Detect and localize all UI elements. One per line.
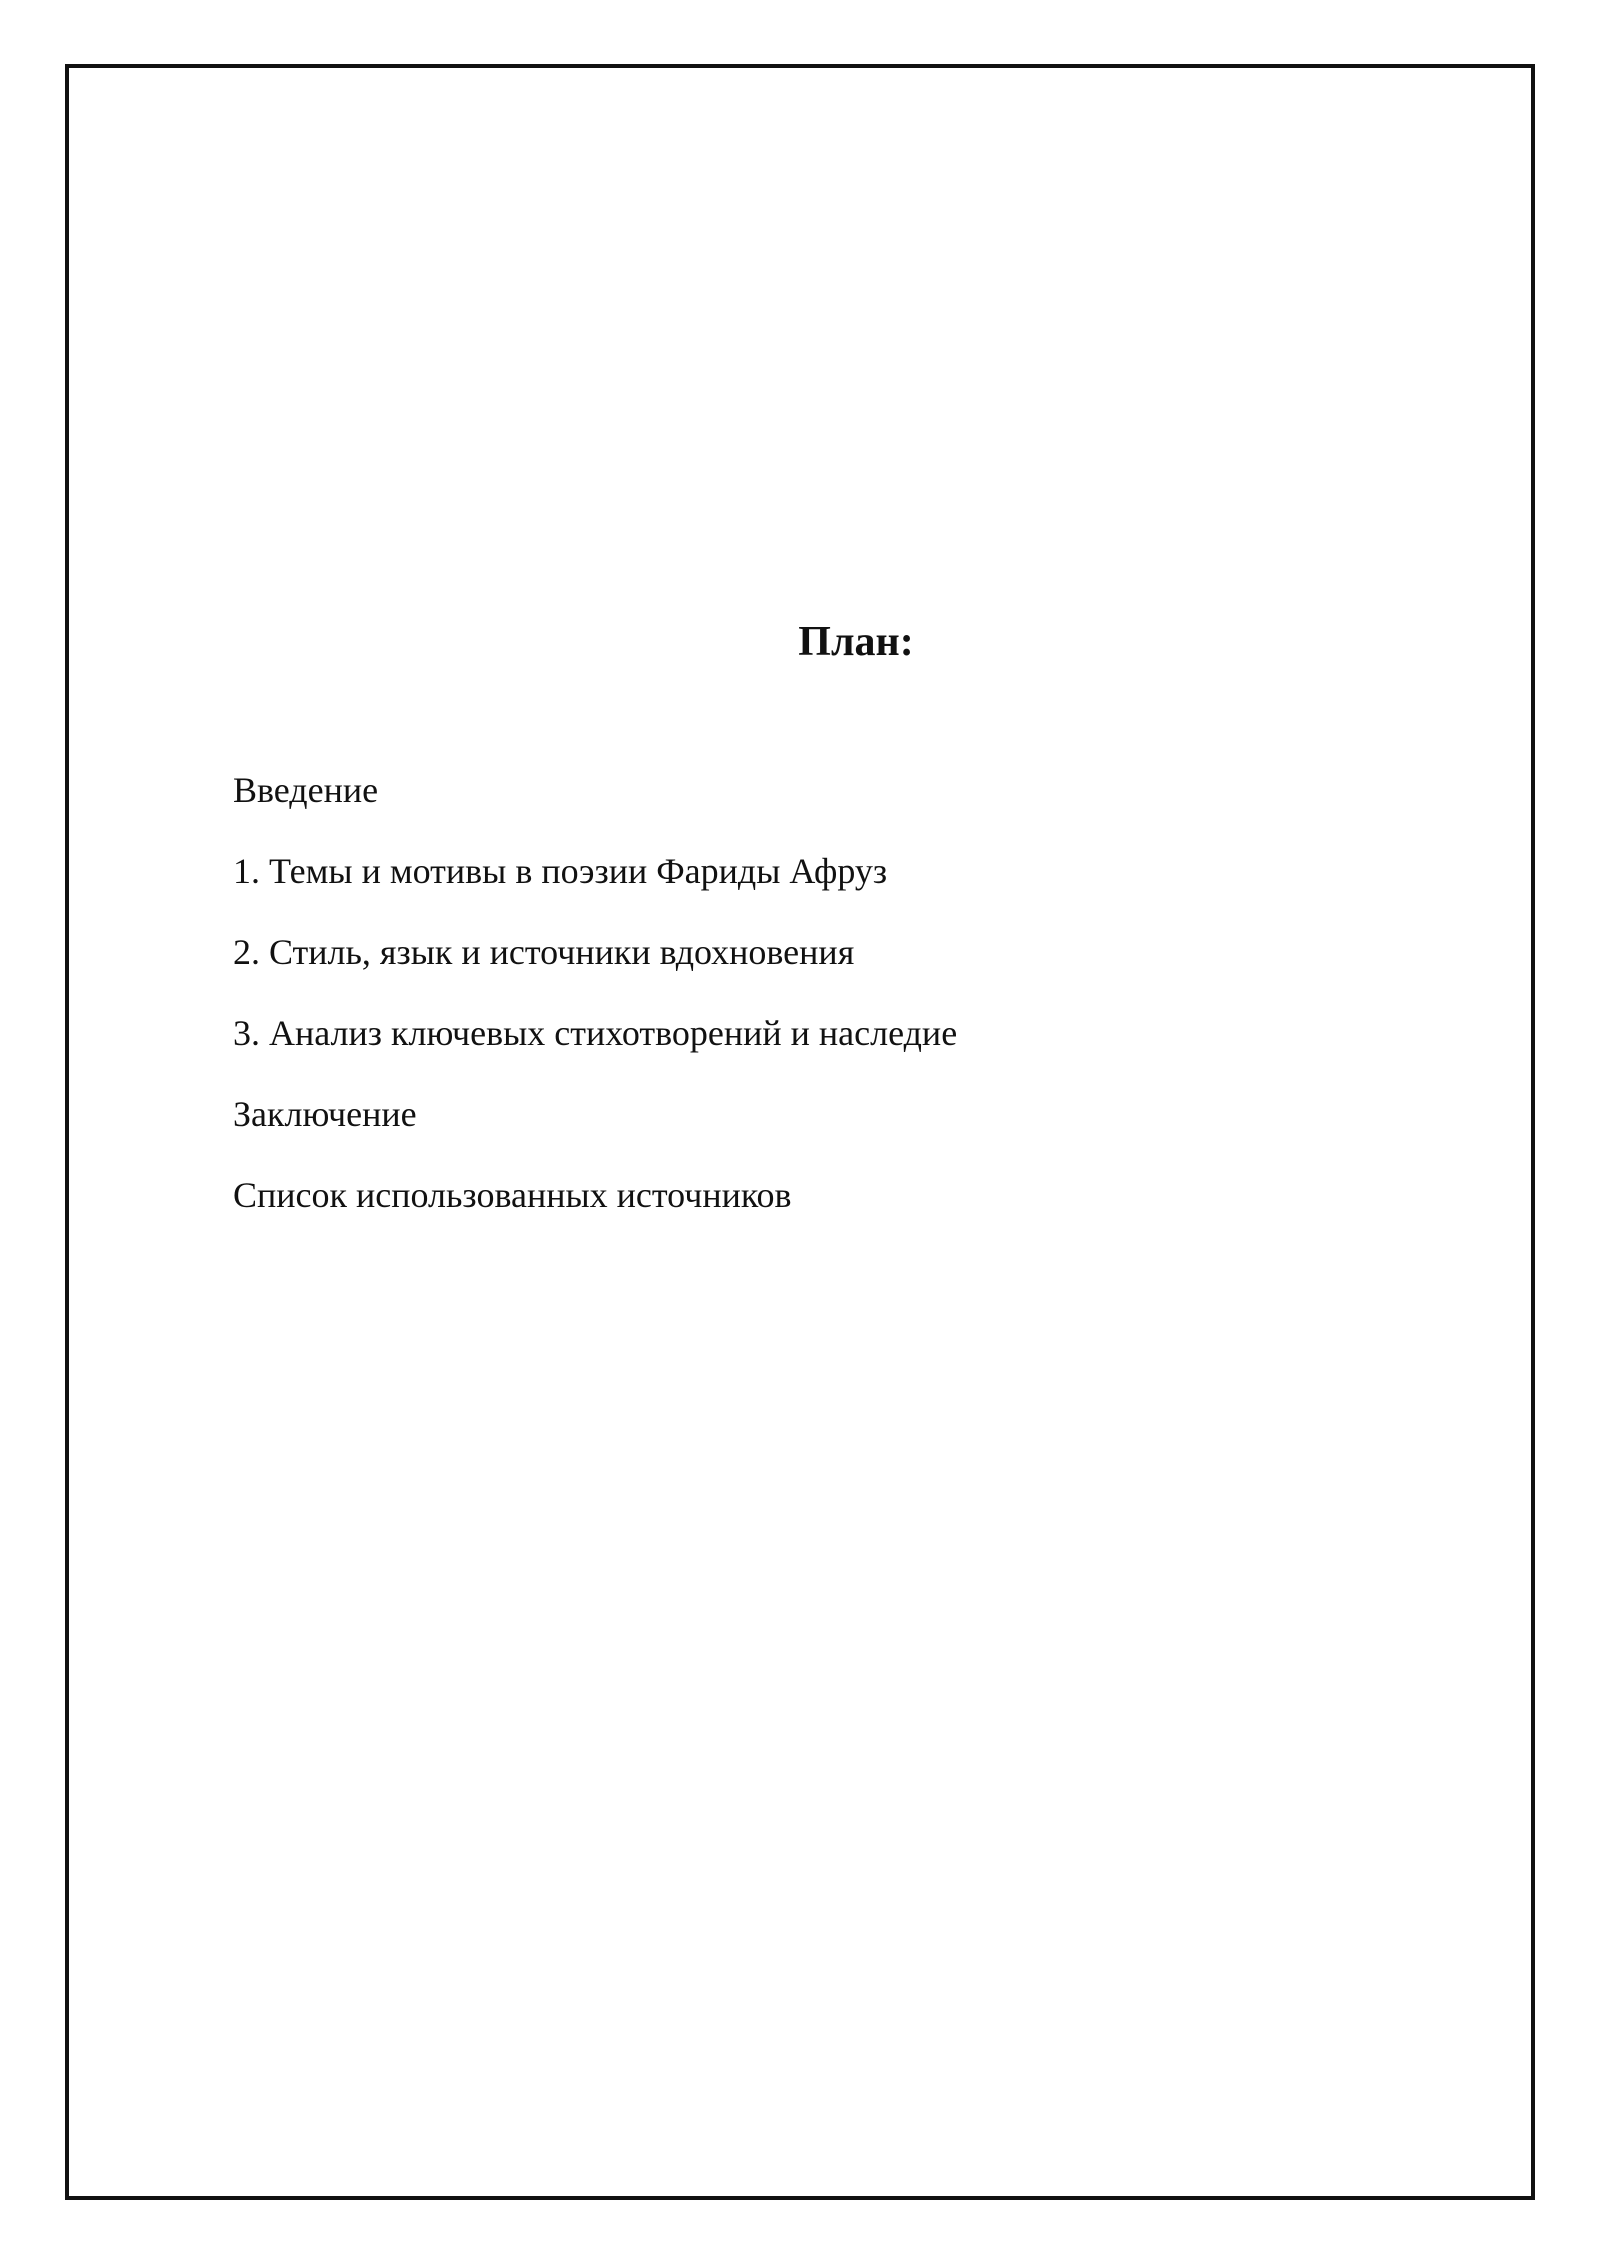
plan-item-chapter-1: 1. Темы и мотивы в поэзии Фариды Афруз	[233, 851, 888, 891]
plan-title: План:	[798, 619, 914, 665]
page-frame	[65, 64, 1535, 2200]
plan-list	[233, 768, 957, 1254]
plan-item-conclusion: Заключение	[233, 1094, 417, 1134]
plan-item-references: Список использованных источников	[233, 1175, 792, 1215]
plan-item-introduction: Введение	[233, 770, 379, 810]
plan-item-chapter-3: 3. Анализ ключевых стихотворений и наследие	[233, 1013, 958, 1053]
plan-item-chapter-2: 2. Стиль, язык и источники вдохновения	[233, 932, 855, 972]
